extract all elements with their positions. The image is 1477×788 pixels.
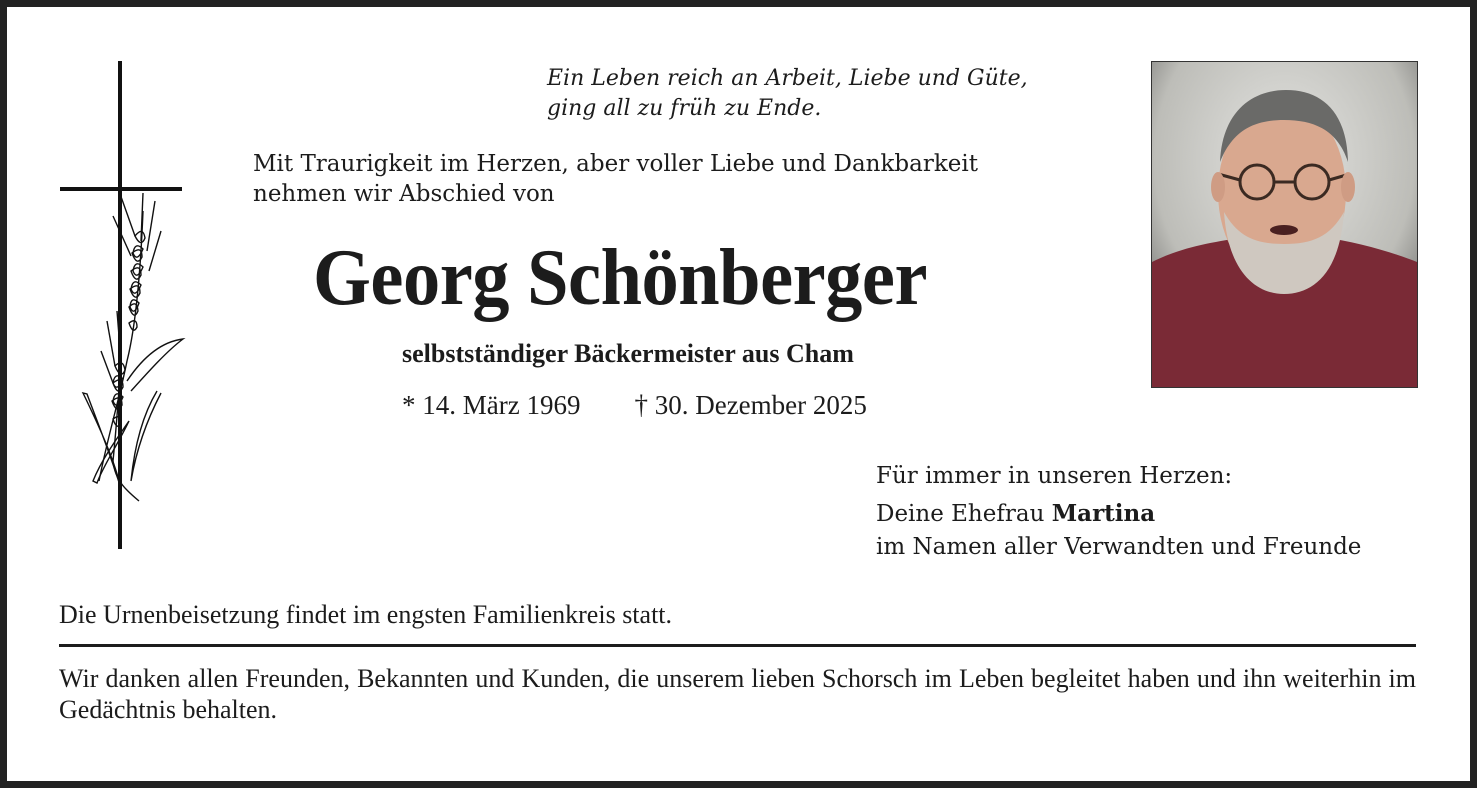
mourners-family: im Namen aller Verwandten und Freunde — [876, 534, 1362, 560]
life-dates — [402, 388, 867, 422]
mourners-heading: Für immer in unseren Herzen: — [876, 463, 1233, 489]
intro-line-1: Mit Traurigkeit im Herzen, aber voller Liebe und Dankbarkeit — [253, 151, 979, 177]
mourners-spouse — [876, 497, 1361, 531]
motto-line-1: Ein Leben reich an Arbeit, Liebe und Güte, — [547, 66, 1028, 91]
portrait-photo — [1151, 61, 1418, 388]
deceased-profession: selbstständiger Bäckermeister aus Cham — [402, 339, 854, 368]
spouse-name: Martina — [1051, 500, 1156, 527]
divider-rule — [59, 644, 1416, 647]
thanks-note: Wir danken allen Freunden, Bekannten und Kunden, die unserem lieben Schorsch im Leben begleitet haben und ihn weiterhin im Gedächtnis behalten. — [59, 664, 1416, 724]
deceased-name: Georg Schönberger — [313, 234, 928, 322]
burial-note: Die Urnenbeisetzung findet im engsten Familienkreis statt. — [59, 600, 673, 629]
intro-text — [253, 149, 978, 209]
motto-quote — [547, 64, 1028, 124]
cross-with-wheat-icon — [57, 61, 207, 561]
mourners-block — [876, 460, 1361, 564]
obituary-card — [7, 7, 1470, 781]
death-date: † 30. Dezember 2025 — [634, 390, 867, 420]
portrait-illustration — [1152, 62, 1417, 387]
spouse-prefix: Deine Ehefrau — [876, 501, 1052, 527]
motto-line-2: ging all zu früh zu Ende. — [547, 96, 822, 121]
intro-line-2: nehmen wir Abschied von — [253, 181, 555, 207]
birth-date: * 14. März 1969 — [402, 390, 581, 420]
